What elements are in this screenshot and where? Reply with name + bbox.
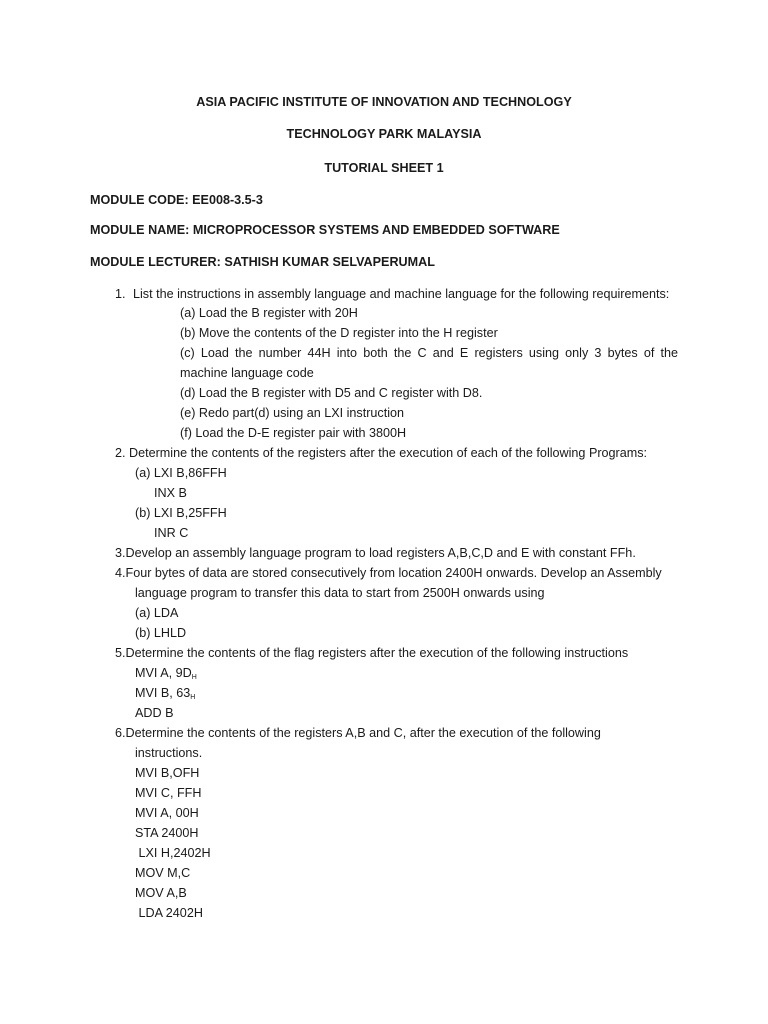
q6-text-line1: 6.Determine the contents of the registers A,B and C, after the execution of the following [115, 726, 601, 740]
q4-part-b: (b) LHLD [135, 626, 187, 640]
q5-text: 5.Determine the contents of the flag registers after the execution of the following instructions [115, 646, 629, 660]
sheet-title: TUTORIAL SHEET 1 [324, 161, 444, 175]
q6-instruction-8: LDA 2402H [135, 906, 203, 920]
q1-part-f: (f) Load the D-E register pair with 3800H [180, 426, 407, 440]
q3-text: 3.Develop an assembly language program to load registers A,B,C,D and E with constant FFh. [115, 546, 636, 560]
q2-part-a-line1: (a) LXI B,86FFH [135, 466, 227, 480]
q4-text-line1: 4.Four bytes of data are stored consecutively from location 2400H onwards. Develop an Assembly [115, 566, 662, 580]
q6-text-line2: instructions. [135, 746, 203, 760]
module-code: MODULE CODE: EE008-3.5-3 [90, 193, 263, 207]
q4-part-a: (a) LDA [135, 606, 179, 620]
q1-part-a: (a) Load the B register with 20H [180, 306, 358, 320]
institute-title: ASIA PACIFIC INSTITUTE OF INNOVATION AND TECHNOLOGY [196, 95, 572, 109]
q1-part-c-line1: (c) Load the number 44H into both the C and E registers using only 3 bytes of the [180, 346, 678, 360]
q2-part-b-line2: INR C [154, 526, 189, 540]
q6-instruction-3: MVI A, 00H [135, 806, 199, 820]
q5-instruction-2-subscript: H [190, 694, 196, 701]
q2-part-b-line1: (b) LXI B,25FFH [135, 506, 227, 520]
q5-instruction-2 [135, 685, 195, 701]
location-title: TECHNOLOGY PARK MALAYSIA [286, 127, 482, 141]
q2-part-a-line2: INX B [154, 486, 187, 500]
q4-text-line2: language program to transfer this data to start from 2500H onwards using [135, 586, 545, 600]
q1-text: List the instructions in assembly language and machine language for the following requirements: [133, 287, 670, 301]
q5-instruction-2-text: MVI B, 63 [135, 686, 191, 700]
q1-part-c-line2: machine language code [180, 366, 314, 380]
q1-part-d: (d) Load the B register with D5 and C register with D8. [180, 386, 483, 400]
q5-instruction-1-text: MVI A, 9D [135, 666, 192, 680]
q5-instruction-1 [135, 665, 197, 681]
q6-instruction-2: MVI C, FFH [135, 786, 202, 800]
q6-instruction-6: MOV M,C [135, 866, 191, 880]
q1-part-e: (e) Redo part(d) using an LXI instruction [180, 406, 405, 420]
q6-instruction-7: MOV A,B [135, 886, 187, 900]
module-name: MODULE NAME: MICROPROCESSOR SYSTEMS AND EMBEDDED SOFTWARE [90, 223, 560, 237]
q2-text: 2. Determine the contents of the registers after the execution of each of the following Programs: [115, 446, 648, 460]
q5-instruction-3: ADD B [135, 706, 174, 720]
module-lecturer: MODULE LECTURER: SATHISH KUMAR SELVAPERUMAL [90, 255, 435, 269]
q1-part-b: (b) Move the contents of the D register into the H register [180, 326, 498, 340]
q6-instruction-4: STA 2400H [135, 826, 199, 840]
q6-instruction-5: LXI H,2402H [135, 846, 211, 860]
q1-number: 1. [115, 287, 126, 301]
q5-instruction-1-subscript: H [191, 674, 197, 681]
q6-instruction-1: MVI B,OFH [135, 766, 200, 780]
